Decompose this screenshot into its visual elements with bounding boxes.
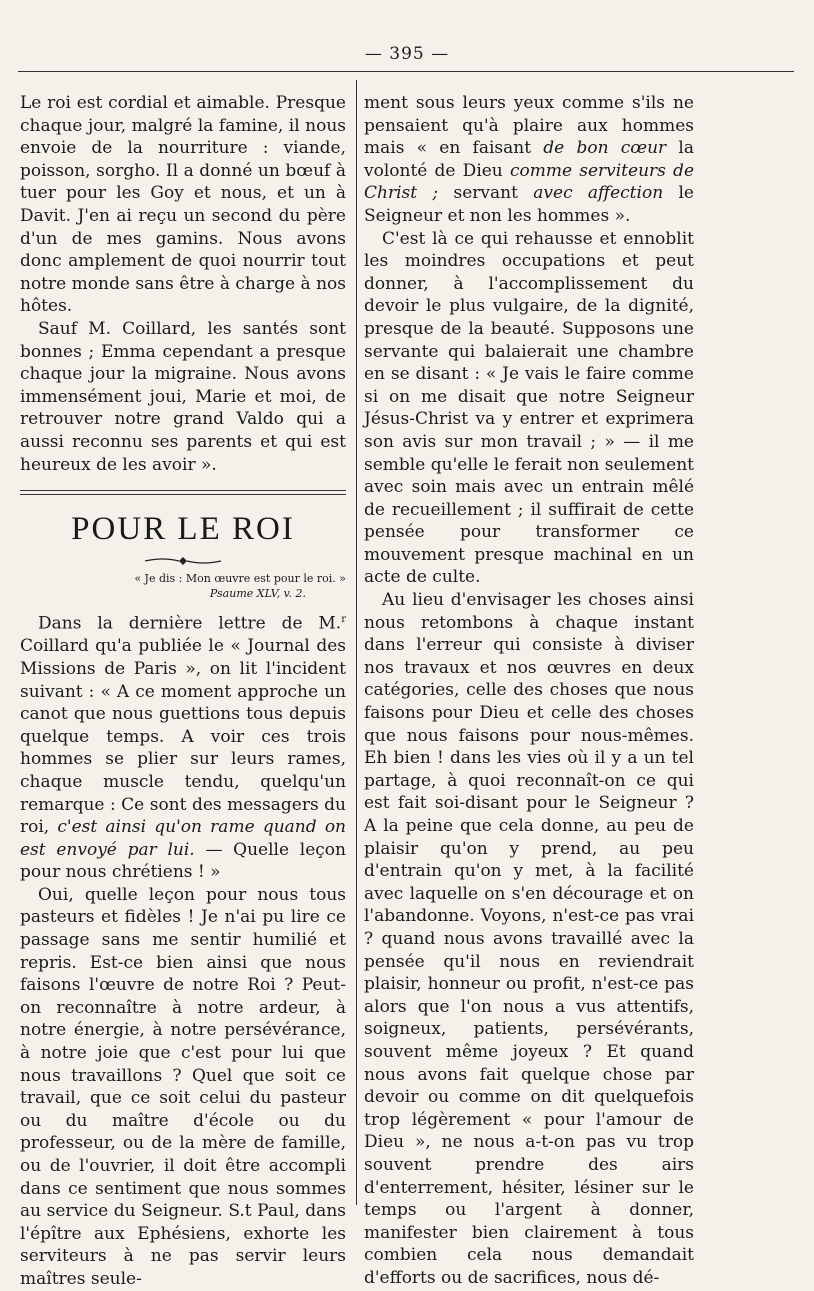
text-span: Dans la dernière lettre de M. xyxy=(38,613,342,634)
paragraph: C'est là ce qui rehausse et ennoblit les moindres occupations et peut donner, à l'accomplissement du devoir le plus vulgaire, de la dignité, presque de la beauté. Supposons une servante qui balaierait une chambre en se disant : « Je vais le faire comme si on me disait que notre Seigneur Jésus-Christ va y entrer et exprimera son avis sur mon travail ; » — il me semble qu'elle le ferait non seulement avec soin mais avec un entrain mêlé de recueillement ; il suffirait de cette pensée pour transformer ce mouvement presque machinal en un acte de culte. xyxy=(364,228,694,588)
left-column xyxy=(20,92,346,1291)
page-number: — 395 — xyxy=(364,44,450,64)
superscript: r xyxy=(341,614,346,626)
column-divider xyxy=(356,80,357,1205)
epigraph-quote: « Je dis : Mon œuvre est pour le roi. » xyxy=(134,572,346,586)
emphasis: de bon cœur xyxy=(543,138,667,159)
paragraph xyxy=(20,609,346,884)
emphasis: comme serviteurs de Christ ; xyxy=(364,160,695,204)
text-span: servant xyxy=(438,183,534,204)
text-span: la volonté de Dieu xyxy=(364,138,694,181)
emphasis: c'est ainsi qu'on rame quand on est envoyé par lui. xyxy=(20,817,347,860)
epigraph xyxy=(20,571,346,601)
text-span: — Quelle leçon pour nous chrétiens ! » xyxy=(20,839,346,883)
epigraph-reference: Psaume XLV, v. 2. xyxy=(209,587,306,601)
text-span: ment sous leurs yeux comme s'ils ne pensaient qu'à plaire aux hommes mais « en faisant xyxy=(364,93,694,159)
ornament-flourish xyxy=(20,551,346,565)
right-column xyxy=(364,92,694,1289)
paragraph: Oui, quelle leçon pour nous tous pasteurs et fidèles ! Je n'ai pu lire ce passage sans me sentir humilié et repris. Est-ce bien ainsi que nous faisons l'œuvre de notre Roi ? Peut-on reconnaître à notre ardeur, à notre énergie, à notre persévérance, à notre joie que c'est pour lui que nous travaillons ? Quel que soit ce travail, que ce soit celui du pasteur ou du maître d'école ou du professeur, ou de la mère de famille, ou de l'ouvrier, il doit être accompli dans ce sentiment que nous sommes au service du Seigneur. S.t Paul, dans l'épître aux Ephésiens, exhorte les serviteurs à ne pas servir leurs maîtres seule- xyxy=(20,884,346,1289)
section-separator xyxy=(20,490,346,495)
emphasis: avec affection xyxy=(533,183,664,204)
paragraph: Le roi est cordial et aimable. Presque chaque jour, malgré la famine, il nous envoie de la nourriture : viande, poisson, sorgho. Il a donné un bœuf à tuer pour les Goy et nous, et un à Davit. J'en ai reçu un second du père d'un de mes gamins. Nous avons donc amplement de quoi nourrir tout notre monde sans être à charge à nos hôtes. xyxy=(20,93,346,317)
paragraph xyxy=(364,92,694,228)
text-span: Coillard qu'a publiée le « Journal des Missions de Paris », on lit l'incident suivant : « A ce moment approche un canot que nous guettions tous depuis quelque temps. A voir ces trois hommes se plier sur leurs rames, chaque muscle tendu, quelqu'un remarque : Ce sont des messagers du roi, xyxy=(20,636,346,838)
header-rule xyxy=(18,71,794,72)
section-title: POUR LE ROI xyxy=(71,511,295,548)
paragraph: Sauf M. Coillard, les santés sont bonnes ; Emma cependant a presque chaque jour la migraine. Nous avons immensément joui, Marie et moi, de retrouver notre grand Valdo qui a aussi reconnu ses parents et qui est heureux de les avoir ». xyxy=(20,318,346,475)
text-span: le Seigneur et non les hommes ». xyxy=(364,183,694,226)
paragraph: Au lieu d'envisager les choses ainsi nous retombons à chaque instant dans l'erreur qui consiste à diviser nos travaux et nos œuvres en deux catégories, celle des choses que nous faisons pour Dieu et celle des choses que nous faisons pour nous-mêmes. Eh bien ! dans les vies où il y a un tel partage, à quoi reconnaît-on ce qui est fait soi-disant pour le Seigneur ? A la peine que cela donne, au peu de plaisir qu'on y prend, au peu d'entrain qu'on y met, à la facilité avec laquelle on s'en décourage et on l'abandonne. Voyons, n'est-ce pas vrai ? quand nous avons travaillé avec la pensée qu'il nous en reviendrait plaisir, honneur ou profit, n'est-ce pas alors que l'on nous a vus attentifs, soigneux, patients, persévérants, souvent même joyeux ? Et quand nous avons fait quelque chose par devoir ou comme on dit quelquefois trop légèrement « pour l'amour de Dieu », ne nous a-t-on pas vu trop souvent prendre des airs d'enterrement, hésiter, lésiner sur le temps ou l'argent à donner, manifester bien clairement à tous combien cela nous demandait d'efforts ou de sacrifices, nous dé- xyxy=(364,590,694,1288)
